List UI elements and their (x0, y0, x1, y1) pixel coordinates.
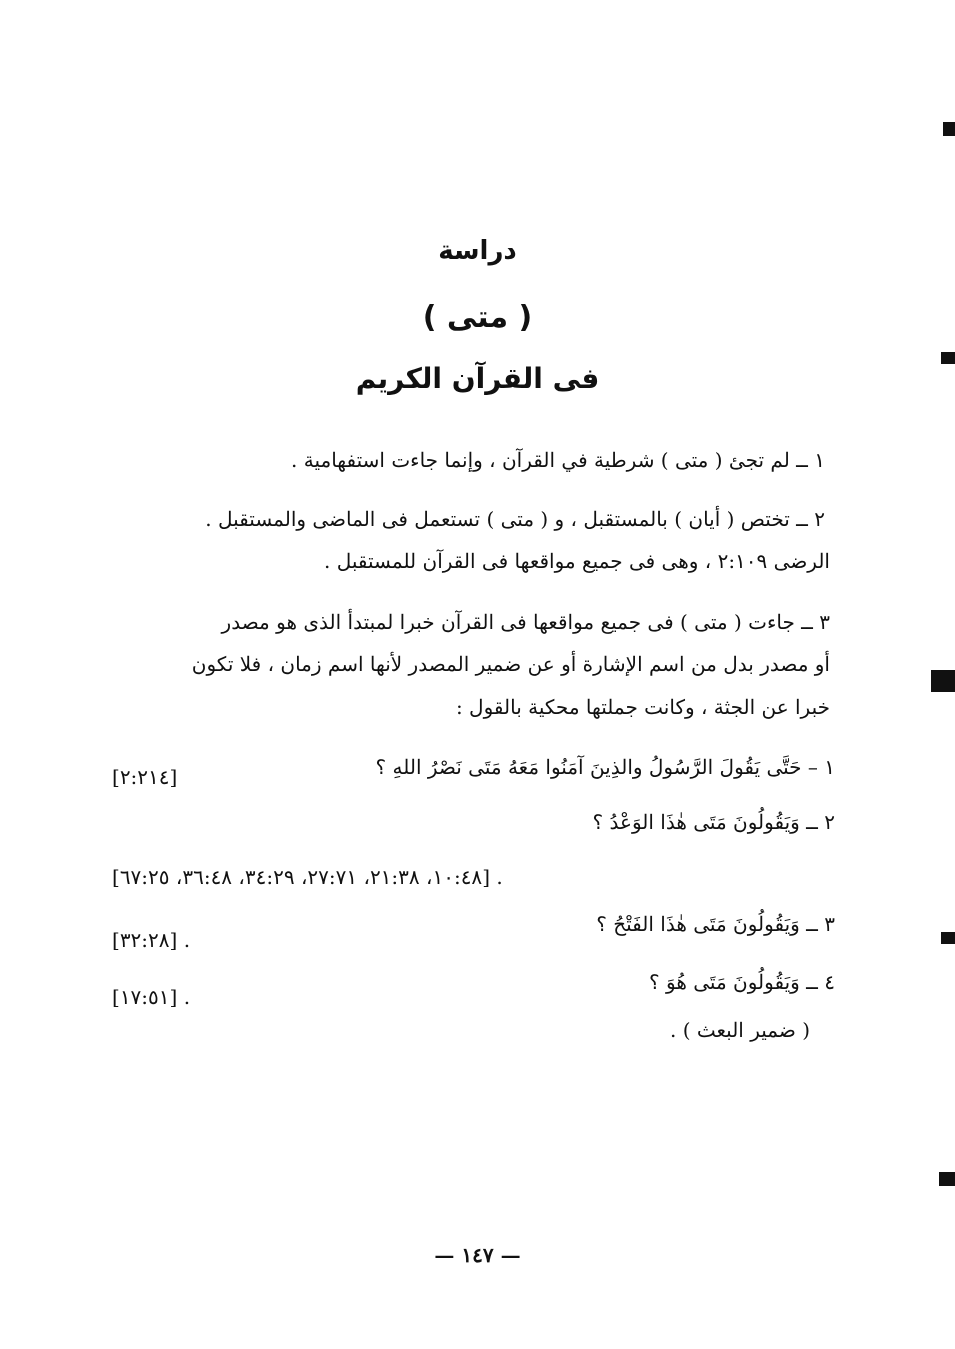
page-number: — ١٤٧ — (434, 1243, 521, 1267)
verse-4-ref: [١٧:٥١] . (112, 985, 191, 1009)
verse-4-text: ٤ ــ وَيَقُولُونَ مَتَى هُوَ ؟ (649, 970, 835, 994)
verse-4-note: ( ضمير البعث ) . (670, 1018, 810, 1042)
scan-mark (943, 122, 955, 136)
point-3-line-1: ٣ ــ جاءت ( متى ) فى جميع مواقعها فى القرآن خبرا لمبتدأ الذى هو مصدر (221, 610, 830, 634)
scan-mark (931, 670, 955, 692)
heading-mata: ( متى ) (422, 300, 533, 335)
scan-mark (939, 1172, 955, 1186)
scan-mark (941, 932, 955, 944)
heading-quran: فى القرآن الكريم (355, 362, 600, 395)
verse-1-text: ١ – حَتَّى يَقُولَ الرَّسُولُ والذِينَ آمَنُوا مَعَهُ مَتَى نَصْرُ اللهِ ؟ (375, 755, 835, 779)
point-1-line-1: ١ ــ لم تجئ ( متى ) شرطية في القرآن ، وإنما جاءت استفهامية . (291, 448, 825, 472)
point-2-line-2: الرضى ٢:١٠٩ ، وهى فى جميع مواقعها فى القرآن للمستقبل . (323, 549, 830, 573)
verse-3-ref: [٣٢:٢٨] . (112, 928, 191, 952)
point-3-line-3: خبرا عن الجثة ، وكانت جملتها محكية بالقول : (455, 695, 830, 719)
verse-2-refs: [١٠:٤٨، ٢١:٣٨، ٢٧:٧١، ٣٤:٢٩، ٣٦:٤٨، ٦٧:٢٥] . (112, 865, 503, 889)
point-3-line-2: أو مصدر بدل من اسم الإشارة أو عن ضمير المصدر لأنها اسم زمان ، فلا تكون (191, 652, 830, 676)
verse-2-text: ٢ ــ وَيَقُولُونَ مَتَى هٰذَا الوَعْدُ ؟ (592, 810, 835, 834)
scan-mark (941, 352, 955, 364)
point-2-line-1: ٢ ــ تختص ( أيان ) بالمستقبل ، و ( متى ) تستعمل فى الماضى والمستقبل . (205, 507, 825, 531)
verse-3-text: ٣ ــ وَيَقُولُونَ مَتَى هٰذَا الفَتْحُ ؟ (596, 912, 835, 936)
heading-study: دراسة (438, 236, 517, 266)
verse-1-ref: [٢:٢١٤] (112, 765, 178, 789)
